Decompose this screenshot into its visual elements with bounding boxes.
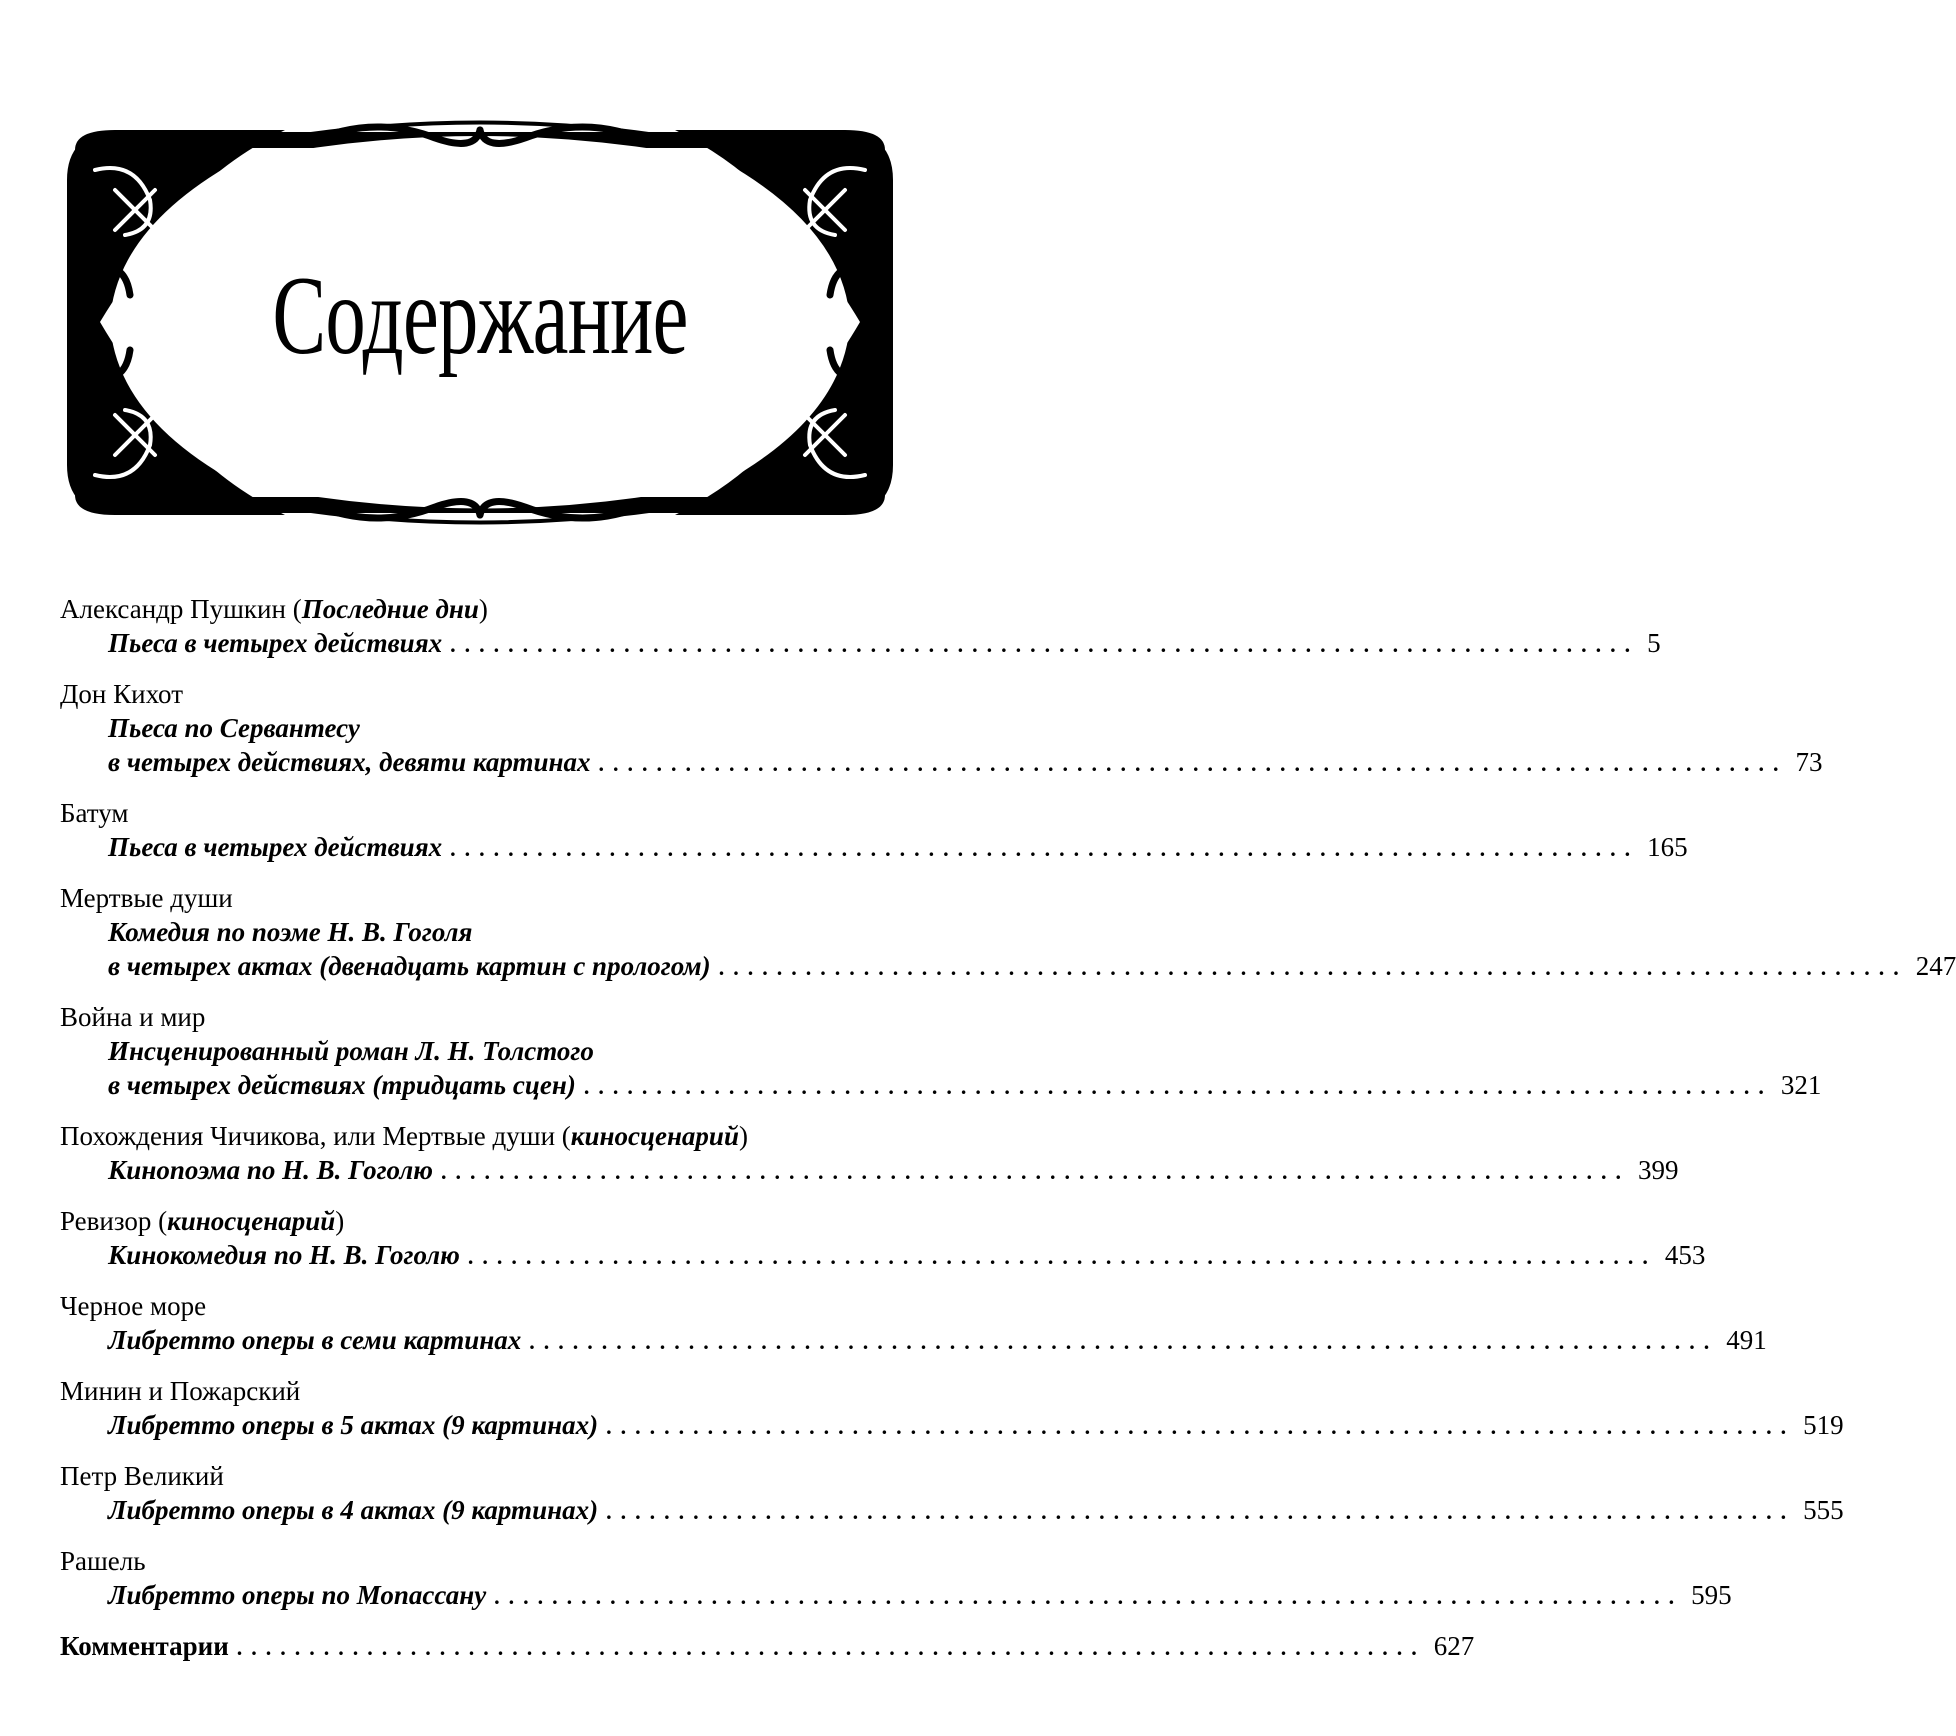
- toc-entry: [60, 1289, 1767, 1359]
- page-number: 247: [1915, 951, 1956, 981]
- entry-subtitle-line: Либретто оперы по Мопассану .................................................................................. 595: [60, 1578, 915, 1614]
- toc-entry: [60, 1204, 1706, 1274]
- entry-subtitle-line: Кинопоэма по Н. В. Гоголю .................................................................................. 399: [60, 1153, 915, 1189]
- toc-entry: [60, 1000, 1822, 1104]
- page-number: 73: [1795, 747, 1823, 777]
- entry-subtitle-line: Пьеса по Сервантесу: [108, 713, 360, 743]
- page-number: 555: [1803, 1495, 1844, 1525]
- page-number: 519: [1803, 1410, 1844, 1440]
- page-number: 5: [1647, 628, 1661, 658]
- entry-title: Дон Кихот: [60, 679, 183, 709]
- toc-entry: [60, 1119, 1679, 1189]
- dot-leader: ..................................................................................: [236, 1635, 1426, 1660]
- dot-leader: ..................................................................................: [583, 1074, 1773, 1099]
- page-number: 453: [1664, 1240, 1706, 1270]
- dot-leader: ..................................................................................: [718, 955, 1908, 980]
- page-number: 321: [1780, 1070, 1822, 1100]
- page-number: 595: [1691, 1580, 1732, 1610]
- entry-title: Александр Пушкин (Последние дни): [60, 594, 488, 624]
- dot-leader: ..................................................................................: [450, 632, 1640, 657]
- entry-title: Минин и Пожарский: [60, 1376, 301, 1406]
- entry-title: Война и мир: [60, 1002, 206, 1032]
- toc-entry: [60, 592, 1661, 662]
- page-number: 399: [1637, 1155, 1679, 1185]
- dot-leader: ..................................................................................: [598, 751, 1788, 776]
- entry-title: Рашель: [60, 1546, 146, 1576]
- entry-subtitle-line: в четырех актах (двенадцать картин с прологом) .................................................................................. 247: [60, 949, 915, 985]
- toc-entry: [60, 881, 1956, 985]
- entry-subtitle-line: Инсценированный роман Л. Н. Толстого: [108, 1036, 594, 1066]
- toc-entry: [60, 1374, 1844, 1444]
- entry-subtitle-line: Либретто оперы в семи картинах .................................................................................. 491: [60, 1323, 915, 1359]
- entry-title: Батум: [60, 798, 129, 828]
- dot-leader: ..................................................................................: [450, 836, 1640, 861]
- dot-leader: ..................................................................................: [494, 1584, 1684, 1609]
- toc-entry: [60, 1544, 1732, 1614]
- dot-leader: ..................................................................................: [529, 1329, 1719, 1354]
- entry-title: Ревизор (киносценарий): [60, 1206, 345, 1236]
- entry-subtitle-line: Либретто оперы в 5 актах (9 картинах) .................................................................................. 519: [60, 1408, 915, 1444]
- page-title: Содержание: [272, 254, 688, 378]
- entry-title: Похождения Чичикова, или Мертвые души (киносценарий): [60, 1121, 748, 1151]
- entry-subtitle-line: в четырех действиях, девяти картинах .................................................................................. 73: [60, 745, 915, 781]
- dot-leader: ..................................................................................: [606, 1499, 1796, 1524]
- ornamental-frame: [55, 110, 905, 535]
- toc-entry: [60, 677, 1823, 781]
- page-number: 491: [1726, 1325, 1767, 1355]
- dot-leader: ..................................................................................: [606, 1414, 1796, 1439]
- toc-entry: [60, 796, 1688, 866]
- entry-subtitle-line: Либретто оперы в 4 актах (9 картинах) .................................................................................. 555: [60, 1493, 915, 1529]
- entry-title: Петр Великий: [60, 1461, 224, 1491]
- entry-title: Комментарии: [60, 1631, 229, 1661]
- toc-entry-comments: [60, 1629, 1475, 1665]
- dot-leader: ..................................................................................: [440, 1159, 1630, 1184]
- toc-entry: [60, 1459, 1844, 1529]
- dot-leader: ..................................................................................: [467, 1244, 1657, 1269]
- table-of-contents: [60, 592, 1956, 1680]
- entry-title: Мертвые души: [60, 883, 233, 913]
- entry-subtitle-line: Кинокомедия по Н. В. Гоголю .................................................................................. 453: [60, 1238, 915, 1274]
- page-number: 165: [1647, 832, 1688, 862]
- entry-subtitle-line: Пьеса в четырех действиях .................................................................................. 165: [60, 830, 915, 866]
- page-number: 627: [1433, 1631, 1475, 1661]
- entry-title: Черное море: [60, 1291, 207, 1321]
- entry-subtitle-line: Комедия по поэме Н. В. Гоголя: [108, 917, 473, 947]
- entry-subtitle-line: Пьеса в четырех действиях .................................................................................. 5: [60, 626, 915, 662]
- entry-subtitle-line: в четырех действиях (тридцать сцен) .................................................................................. 321: [60, 1068, 915, 1104]
